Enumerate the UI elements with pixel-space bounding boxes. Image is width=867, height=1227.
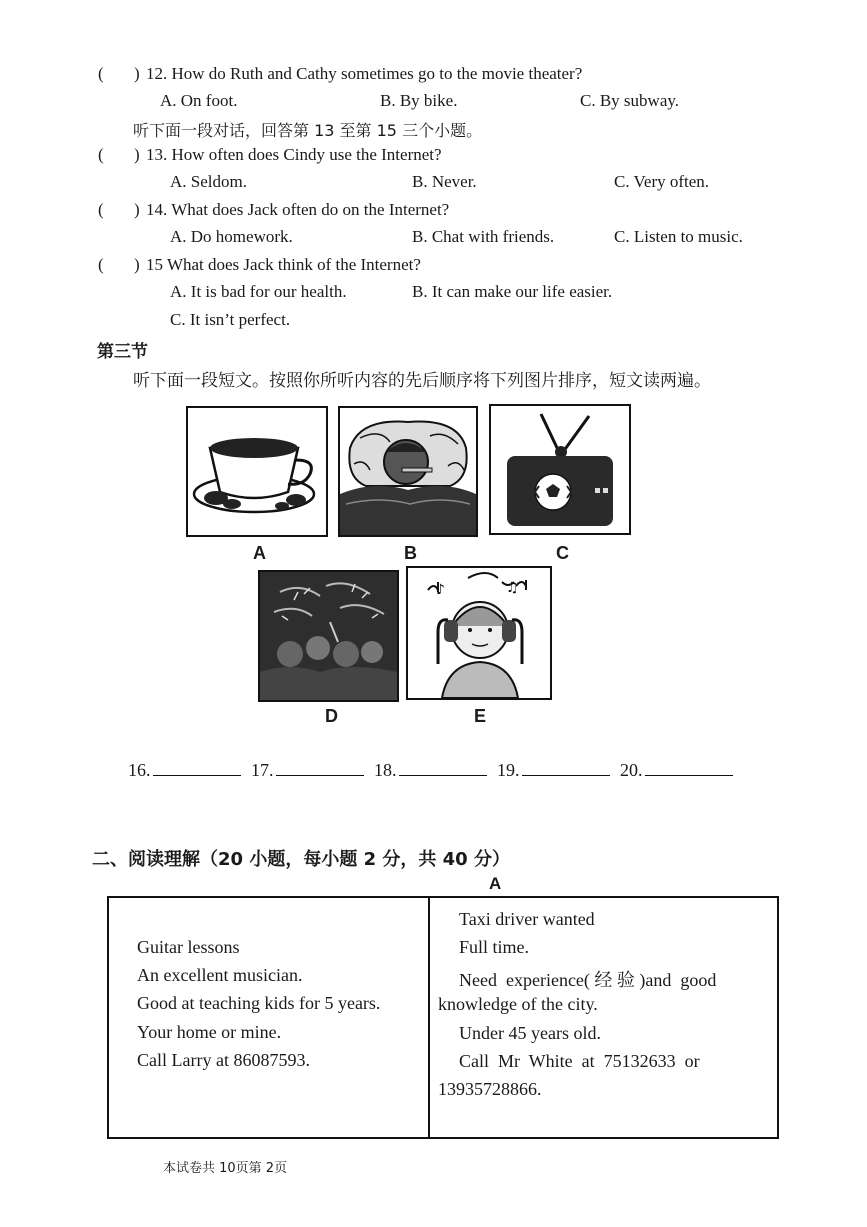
question-12-option-c: C. By subway. [580,91,680,110]
ad-right-line-2: Full time. [459,937,530,957]
svg-text:♫: ♫ [506,580,519,596]
question-15-option-c: C. It isn’t perfect. [170,310,291,329]
ads-table-divider [428,896,430,1139]
question-15-option-b: B. It can make our life easier. [412,282,613,301]
question-14-option-a: A. Do homework. [170,227,293,246]
picture-d [258,570,399,702]
answer-blanks-row [128,760,733,781]
answer-number-18: 18. [374,760,397,780]
answer-paren-open: ( [98,64,104,83]
answer-paren-open: ( [98,255,104,274]
ad-left-line-3: Good at teaching kids for 5 years. [137,993,381,1013]
picture-b-label: B [404,543,417,563]
answer-number-20: 20. [620,760,643,780]
question-14-stem: 14. What does Jack often do on the Internet? [146,200,450,219]
question-14-option-b: B. Chat with friends. [412,227,555,246]
svg-text:♪: ♪ [436,582,445,598]
ad-right-line-1: Taxi driver wanted [459,909,595,929]
question-15-stem: 15 What does Jack think of the Internet? [146,255,421,274]
answer-blank-19[interactable] [522,774,610,776]
answer-blank-18[interactable] [399,774,487,776]
headphones-girl-icon [408,568,550,698]
ad-right-line-5: Under 45 years old. [459,1023,601,1043]
ad-left-line-5: Call Larry at 86087593. [137,1050,310,1070]
section3-instruction: 听下面一段短文。按照你所听内容的先后顺序将下列图片排序，短文读两遍。 [133,371,711,391]
question-13-stem: 13. How often does Cindy use the Internet? [146,145,442,164]
fireworks-crowd-icon [260,572,397,700]
tv-football-icon [491,406,629,533]
picture-c [489,404,631,535]
picture-d-label: D [325,706,338,726]
picture-b [338,406,478,537]
ads-table [107,896,779,1139]
question-12-option-b: B. By bike. [380,91,458,110]
answer-paren-close: ) [134,200,140,219]
answer-blank-16[interactable] [153,774,241,776]
passage-a-label: A [489,874,502,893]
question-13-option-b: B. Never. [412,172,477,191]
answer-paren-open: ( [98,145,104,164]
page-footer: 本试卷共 10页第 2页 [163,1161,288,1176]
question-15-option-a: A. It is bad for our health. [170,282,347,301]
question-13-option-c: C. Very often. [614,172,710,191]
answer-paren-open: ( [98,200,104,219]
part2-title: 二、阅读理解（20 小题，每小题 2 分，共 40 分） [92,849,510,870]
ad-left-line-2: An excellent musician. [137,965,303,985]
ad-right-line-6: Call Mr White at 75132633 or [459,1051,700,1071]
picture-e [406,566,552,700]
ad-right-line-3: Need experience( 经 验 )and good [459,970,717,990]
ad-left-line-4: Your home or mine. [137,1022,282,1042]
answer-paren-close: ) [134,64,140,83]
question-12-option-a: A. On foot. [160,91,238,110]
question-13-option-a: A. Seldom. [170,172,247,191]
question-14-option-c: C. Listen to music. [614,227,743,246]
answer-number-19: 19. [497,760,520,780]
answer-number-16: 16. [128,760,151,780]
answer-blank-17[interactable] [276,774,364,776]
ad-left-line-1: Guitar lessons [137,937,240,957]
answer-number-17: 17. [251,760,274,780]
section3-title: 第三节 [97,342,148,362]
picture-a-label: A [253,543,266,563]
ad-right-line-4: knowledge of the city. [438,994,598,1014]
sick-person-icon [340,408,476,535]
question-12-stem: 12. How do Ruth and Cathy sometimes go to the movie theater? [146,64,583,83]
ad-right-line-7: 13935728866. [438,1079,542,1099]
answer-paren-close: ) [134,255,140,274]
picture-a [186,406,328,537]
answer-paren-close: ) [134,145,140,164]
picture-e-label: E [474,706,487,726]
coffee-cup-icon [188,408,326,535]
picture-c-label: C [556,543,569,563]
instruction-13-15: 听下面一段对话，回答第 13 至第 15 三个小题。 [133,121,483,140]
answer-blank-20[interactable] [645,774,733,776]
